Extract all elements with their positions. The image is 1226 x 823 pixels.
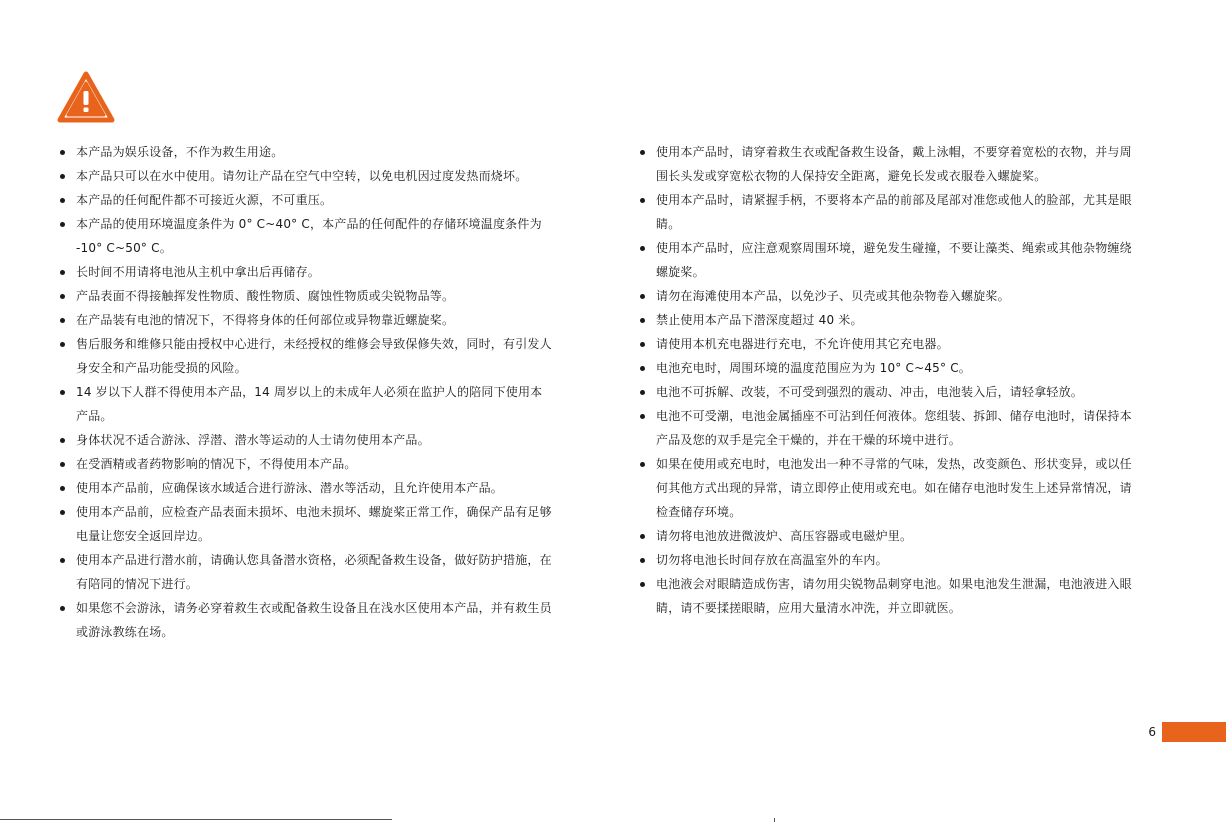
safety-item: 请使用本机充电器进行充电，不允许使用其它充电器。 <box>640 332 1140 356</box>
left-safety-list <box>60 140 552 644</box>
safety-item: 使用本产品时，应注意观察周围环境，避免发生碰撞，不要让藻类、绳索或其他杂物缠绕螺旋桨。 <box>640 236 1140 284</box>
safety-item: 本产品为娱乐设备，不作为救生用途。 <box>60 140 552 164</box>
safety-item: 本产品的使用环境温度条件为 0° C~40° C，本产品的任何配件的存储环境温度条件为 -10° C~50° C。 <box>60 212 552 260</box>
safety-item: 使用本产品前，应确保该水域适合进行游泳、潜水等活动，且允许使用本产品。 <box>60 476 552 500</box>
safety-item: 长时间不用请将电池从主机中拿出后再储存。 <box>60 260 552 284</box>
bottom-tick <box>774 818 775 822</box>
safety-item: 售后服务和维修只能由授权中心进行，未经授权的维修会导致保修失效，同时，有引发人身安全和产品功能受损的风险。 <box>60 332 552 380</box>
safety-item: 电池不可受潮，电池金属插座不可沾到任何液体。您组装、拆卸、储存电池时，请保持本产品及您的双手是完全干燥的，并在干燥的环境中进行。 <box>640 404 1140 452</box>
bottom-rule <box>0 819 392 820</box>
safety-item: 如果在使用或充电时，电池发出一种不寻常的气味，发热，改变颜色、形状变异，或以任何其他方式出现的异常，请立即停止使用或充电。如在储存电池时发生上述异常情况，请检查储存环境。 <box>640 452 1140 524</box>
safety-item: 如果您不会游泳，请务必穿着救生衣或配备救生设备且在浅水区使用本产品，并有救生员或游泳教练在场。 <box>60 596 552 644</box>
safety-item: 禁止使用本产品下潜深度超过 40 米。 <box>640 308 1140 332</box>
safety-item: 本产品只可以在水中使用。请勿让产品在空气中空转，以免电机因过度发热而烧坏。 <box>60 164 552 188</box>
page-number: 6 <box>1148 725 1156 739</box>
safety-item: 使用本产品前，应检查产品表面未损坏、电池未损坏、螺旋桨正常工作，确保产品有足够电量让您安全返回岸边。 <box>60 500 552 548</box>
safety-item: 使用本产品时，请穿着救生衣或配备救生设备，戴上泳帽，不要穿着宽松的衣物，并与周围长头发或穿宽松衣物的人保持安全距离，避免长发或衣服卷入螺旋桨。 <box>640 140 1140 188</box>
safety-item: 电池充电时，周围环境的温度范围应为为 10° C~45° C。 <box>640 356 1140 380</box>
safety-item: 使用本产品进行潜水前，请确认您具备潜水资格，必须配备救生设备，做好防护措施，在有陪同的情况下进行。 <box>60 548 552 596</box>
safety-item: 请勿将电池放进微波炉、高压容器或电磁炉里。 <box>640 524 1140 548</box>
safety-item: 使用本产品时，请紧握手柄，不要将本产品的前部及尾部对准您或他人的脸部，尤其是眼睛。 <box>640 188 1140 236</box>
safety-item: 本产品的任何配件都不可接近火源，不可重压。 <box>60 188 552 212</box>
safety-item: 在产品装有电池的情况下，不得将身体的任何部位或异物靠近螺旋桨。 <box>60 308 552 332</box>
safety-item: 请勿在海滩使用本产品，以免沙子、贝壳或其他杂物卷入螺旋桨。 <box>640 284 1140 308</box>
safety-item: 在受酒精或者药物影响的情况下，不得使用本产品。 <box>60 452 552 476</box>
safety-item: 14 岁以下人群不得使用本产品，14 周岁以上的未成年人必须在监护人的陪同下使用本产品。 <box>60 380 552 428</box>
safety-item: 电池液会对眼睛造成伤害，请勿用尖锐物品刺穿电池。如果电池发生泄漏，电池液进入眼睛，请不要揉搓眼睛，应用大量清水冲洗，并立即就医。 <box>640 572 1140 620</box>
warning-triangle-icon <box>56 70 116 126</box>
safety-item: 产品表面不得接触挥发性物质、酸性物质、腐蚀性物质或尖锐物品等。 <box>60 284 552 308</box>
safety-item: 身体状况不适合游泳、浮潜、潜水等运动的人士请勿使用本产品。 <box>60 428 552 452</box>
right-safety-list <box>640 140 1140 620</box>
safety-item: 切勿将电池长时间存放在高温室外的车内。 <box>640 548 1140 572</box>
page-tab-marker <box>1162 722 1226 742</box>
safety-item: 电池不可拆解、改装，不可受到强烈的震动、冲击，电池装入后，请轻拿轻放。 <box>640 380 1140 404</box>
